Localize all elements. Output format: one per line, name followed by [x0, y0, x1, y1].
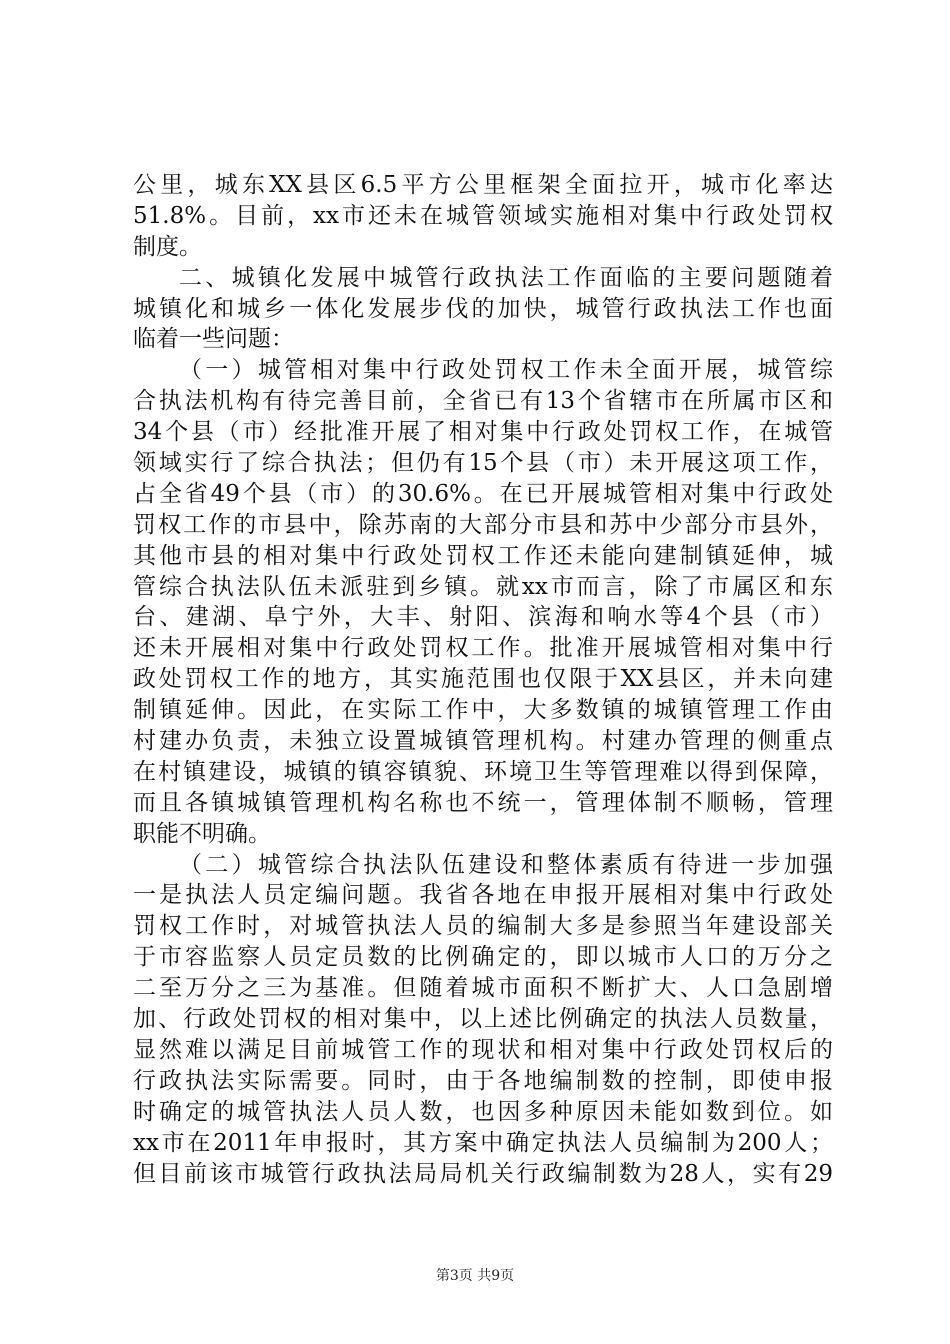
text-line: 领域实行了综合执法；但仍有15个县（市）未开展这项工作， — [133, 450, 833, 477]
text-line: 管综合执法队伍未派驻到乡镇。就xx市而言，除了市属区和东 — [133, 573, 833, 600]
text-line: 时确定的城管执法人员人数，也因多种原因未能如数到位。如 — [133, 1098, 833, 1125]
text-line: 职能不明确。 — [133, 820, 271, 847]
section-heading-line: 二、城镇化发展中城管行政执法工作面临的主要问题随着 — [179, 264, 833, 291]
text-line: xx市在2011年申报时，其方案中确定执法人员编制为200人； — [133, 1129, 833, 1156]
text-line: 行政执法实际需要。同时，由于各地编制数的控制，即使申报 — [133, 1067, 833, 1094]
page-number-footer: 第3页 共9页 — [435, 1268, 515, 1284]
text-line: 城镇化和城乡一体化发展步伐的加快，城管行政执法工作也面 — [133, 295, 833, 322]
text-line: 合执法机构有待完善目前，全省已有13个省辖市在所属市区和 — [133, 388, 833, 415]
text-line: 而且各镇城镇管理机构名称也不统一，管理体制不顺畅，管理 — [133, 789, 833, 816]
text-line: 二至万分之三为基准。但随着城市面积不断扩大、人口急剧增 — [133, 975, 833, 1002]
text-line: 还未开展相对集中行政处罚权工作。批准开展城管相对集中行 — [133, 635, 833, 662]
text-line: 显然难以满足目前城管工作的现状和相对集中行政处罚权后的 — [133, 1036, 833, 1063]
text-line: 罚权工作时，对城管执法人员的编制大多是参照当年建设部关 — [133, 913, 833, 940]
text-line: 但目前该市城管行政执法局局机关行政编制数为28人，实有29 — [133, 1160, 833, 1187]
text-line: 加、行政处罚权的相对集中，以上述比例确定的执法人员数量， — [133, 1006, 833, 1033]
body-text — [133, 170, 833, 1189]
text-line: 罚权工作的市县中，除苏南的大部分市县和苏中少部分市县外， — [133, 511, 833, 538]
text-line: 政处罚权工作的地方，其实施范围也仅限于XX县区，并未向建 — [133, 666, 833, 693]
text-line: 制镇延伸。因此，在实际工作中，大多数镇的城镇管理工作由 — [133, 697, 833, 724]
text-line: 制度。 — [133, 233, 202, 260]
text-line: 其他市县的相对集中行政处罚权工作还未能向建制镇延伸，城 — [133, 542, 833, 569]
text-line: 在村镇建设，城镇的镇容镇貌、环境卫生等管理难以得到保障， — [133, 758, 833, 785]
text-line: 村建办负责，未独立设置城镇管理机构。村建办管理的侧重点 — [133, 728, 833, 755]
text-line: 临着一些问题： — [133, 326, 294, 353]
text-line: 51.8%。目前，xx市还未在城管领域实施相对集中行政处罚权 — [133, 202, 833, 229]
text-line: 一是执法人员定编问题。我省各地在申报开展相对集中行政处 — [133, 882, 833, 909]
text-line: 34个县（市）经批准开展了相对集中行政处罚权工作，在城管 — [133, 419, 833, 446]
text-line: 台、建湖、阜宁外，大丰、射阳、滨海和响水等4个县（市） — [133, 604, 833, 631]
subsection-heading-line: （二）城管综合执法队伍建设和整体素质有待进一步加强 — [179, 851, 833, 878]
subsection-heading-line: （一）城管相对集中行政处罚权工作未全面开展，城管综 — [179, 357, 833, 384]
text-line: 于市容监察人员定员数的比例确定的，即以城市人口的万分之 — [133, 944, 833, 971]
text-line: 公里，城东XX县区6.5平方公里框架全面拉开，城市化率达 — [133, 172, 833, 198]
text-line: 占全省49个县（市）的30.6%。在已开展城管相对集中行政处 — [133, 480, 833, 507]
